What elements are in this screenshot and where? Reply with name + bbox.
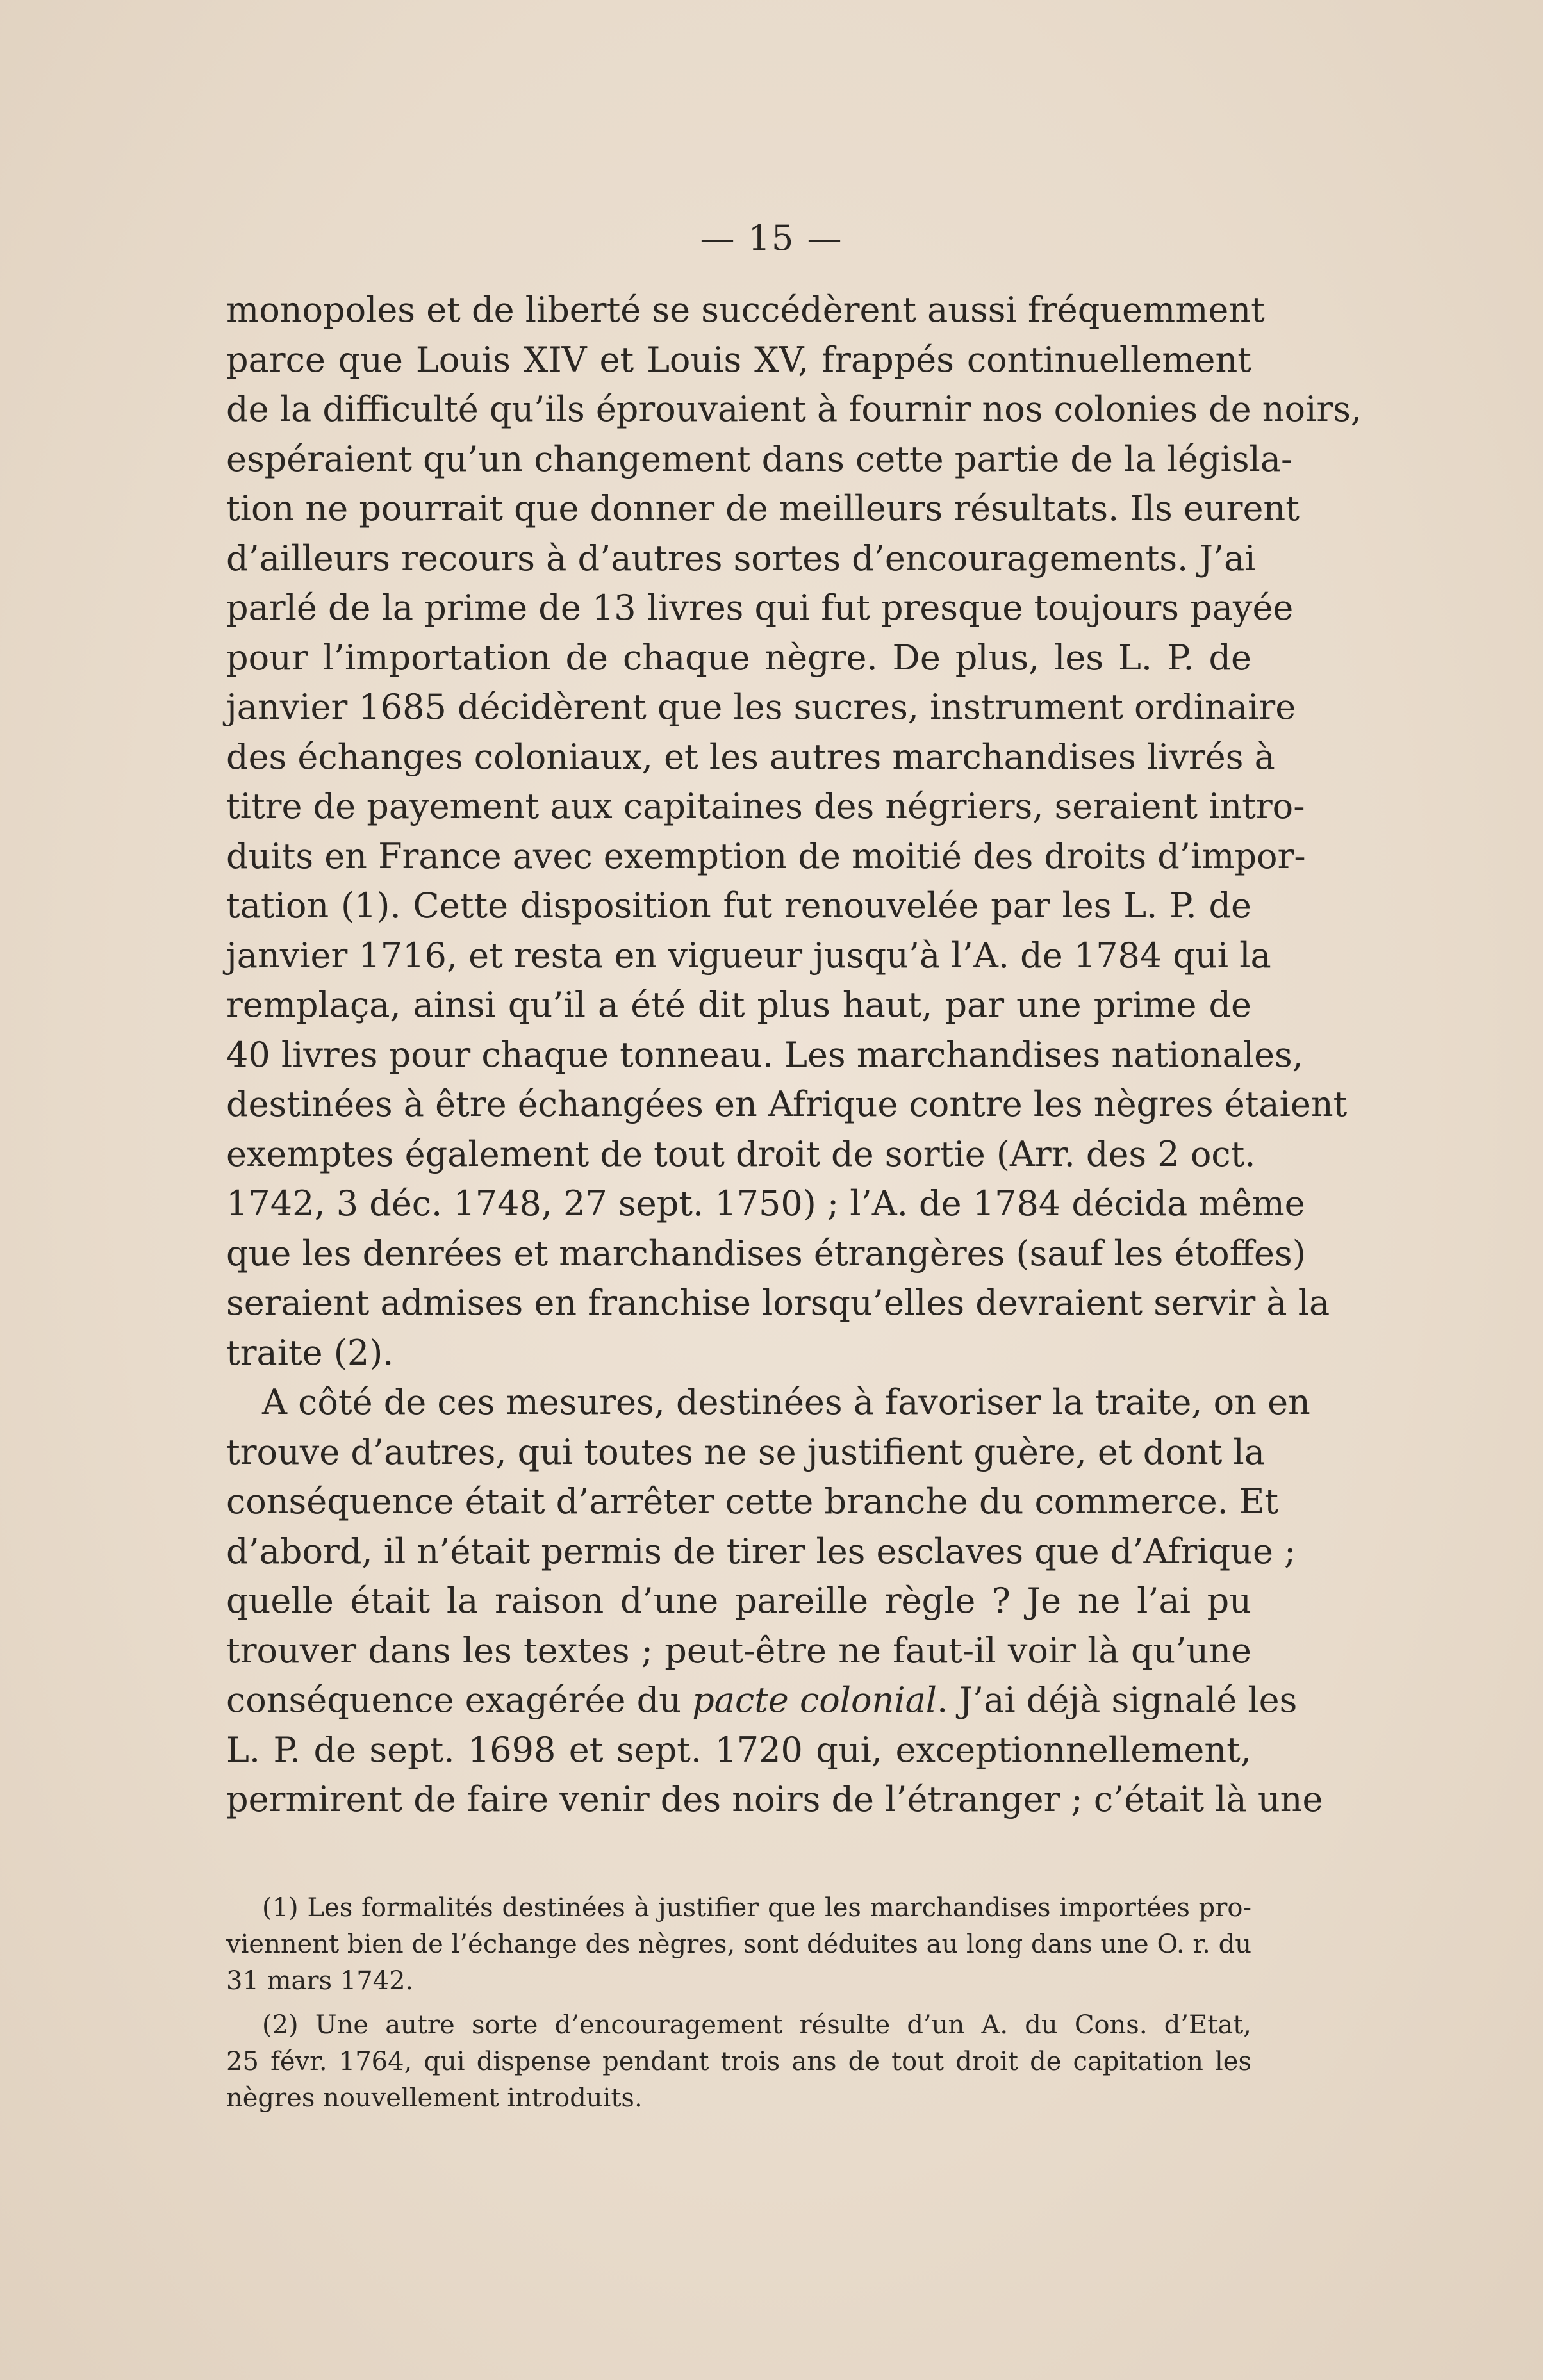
body-line: tion ne pourrait que donner de meilleurs résultats. Ils eurent — [226, 488, 1300, 529]
body-line: permirent de faire venir des noirs de l’étranger ; c’était là une — [226, 1779, 1323, 1819]
body-line: L. P. de sept. 1698 et sept. 1720 qui, exceptionnellement, — [226, 1729, 1251, 1770]
body-line: 40 livres pour chaque tonneau. Les marchandises nationales, — [226, 1034, 1303, 1075]
body-line: A côté de ces mesures, destinées à favoriser la traite, on en — [262, 1382, 1310, 1422]
footnotes — [226, 1890, 1251, 2117]
body-line: destinées à être échangées en Afrique contre les nègres étaient — [226, 1084, 1348, 1124]
body-line: de la difficulté qu’ils éprouvaient à fournir nos colonies de noirs, — [226, 389, 1362, 429]
body-line: seraient admises en franchise lorsqu’elles devraient servir à la — [226, 1283, 1330, 1323]
footnote-line: (1) Les formalités destinées à justifier que les marchandises importées pro- — [262, 1893, 1251, 1923]
italic-term: pacte colonial — [692, 1680, 937, 1720]
body-line: duits en France avec exemption de moitié des droits d’impor- — [226, 835, 1306, 876]
body-line: d’abord, il n’était permis de tirer les esclaves que d’Afrique ; — [226, 1531, 1296, 1572]
body-line: monopoles et de liberté se succédèrent aussi fréquemment — [226, 290, 1265, 330]
body-line: remplaça, ainsi qu’il a été dit plus haut, par une prime de — [226, 985, 1251, 1025]
body-line: janvier 1716, et resta en vigueur jusqu’à l’A. de 1784 qui la — [226, 935, 1271, 976]
footnote-line: viennent bien de l’échange des nègres, sont déduites au long dans une O. r. du — [226, 1930, 1251, 1959]
body-line: exemptes également de tout droit de sortie (Arr. des 2 oct. — [226, 1133, 1256, 1174]
footnote-gap — [226, 1999, 1251, 2007]
body-line: janvier 1685 décidèrent que les sucres, instrument ordinaire — [226, 687, 1296, 727]
body-line: traite (2). — [226, 1332, 394, 1373]
footnote-line: nègres nouvellement introduits. — [226, 2083, 643, 2113]
footnote-line: 31 mars 1742. — [226, 1966, 414, 1996]
body-line — [226, 1675, 1298, 1725]
body-line: conséquence était d’arrêter cette branche du commerce. Et — [226, 1481, 1279, 1522]
body-line: trouve d’autres, qui toutes ne se justifient guère, et dont la — [226, 1431, 1265, 1472]
body-line: des échanges coloniaux, et les autres marchandises livrés à — [226, 736, 1275, 777]
body-line: quelle était la raison d’une pareille règle ? Je ne l’ai pu — [226, 1580, 1251, 1621]
body-line: pour l’importation de chaque nègre. De plus, les L. P. de — [226, 637, 1251, 678]
footnote-line: 25 févr. 1764, qui dispense pendant trois ans de tout droit de capitation les — [226, 2047, 1251, 2076]
body-line: trouver dans les textes ; peut-être ne faut-il voir là qu’une — [226, 1630, 1251, 1671]
body-line: parce que Louis XIV et Louis XV, frappés continuellement — [226, 339, 1251, 380]
body-line-segment: conséquence exagérée du — [226, 1680, 693, 1720]
page-number: — 15 — — [700, 218, 843, 258]
body-line: titre de payement aux capitaines des négriers, seraient intro- — [226, 786, 1305, 826]
body-line-segment: . J’ai déjà signalé les — [937, 1680, 1298, 1720]
body-line: tation (1). Cette disposition fut renouvelée par les L. P. de — [226, 885, 1251, 926]
footnote-line: (2) Une autre sorte d’encouragement résulte d’un A. du Cons. d’Etat, — [262, 2010, 1251, 2040]
body-line: 1742, 3 déc. 1748, 27 sept. 1750) ; l’A. de 1784 décida même — [226, 1183, 1305, 1224]
body-line: que les denrées et marchandises étrangères (sauf les étoffes) — [226, 1233, 1306, 1274]
body-text — [226, 285, 1362, 1825]
body-line: espéraient qu’un changement dans cette partie de la législa- — [226, 438, 1293, 479]
body-line: d’ailleurs recours à d’autres sortes d’encouragements. J’ai — [226, 538, 1256, 579]
body-line: parlé de la prime de 13 livres qui fut presque toujours payée — [226, 587, 1294, 628]
